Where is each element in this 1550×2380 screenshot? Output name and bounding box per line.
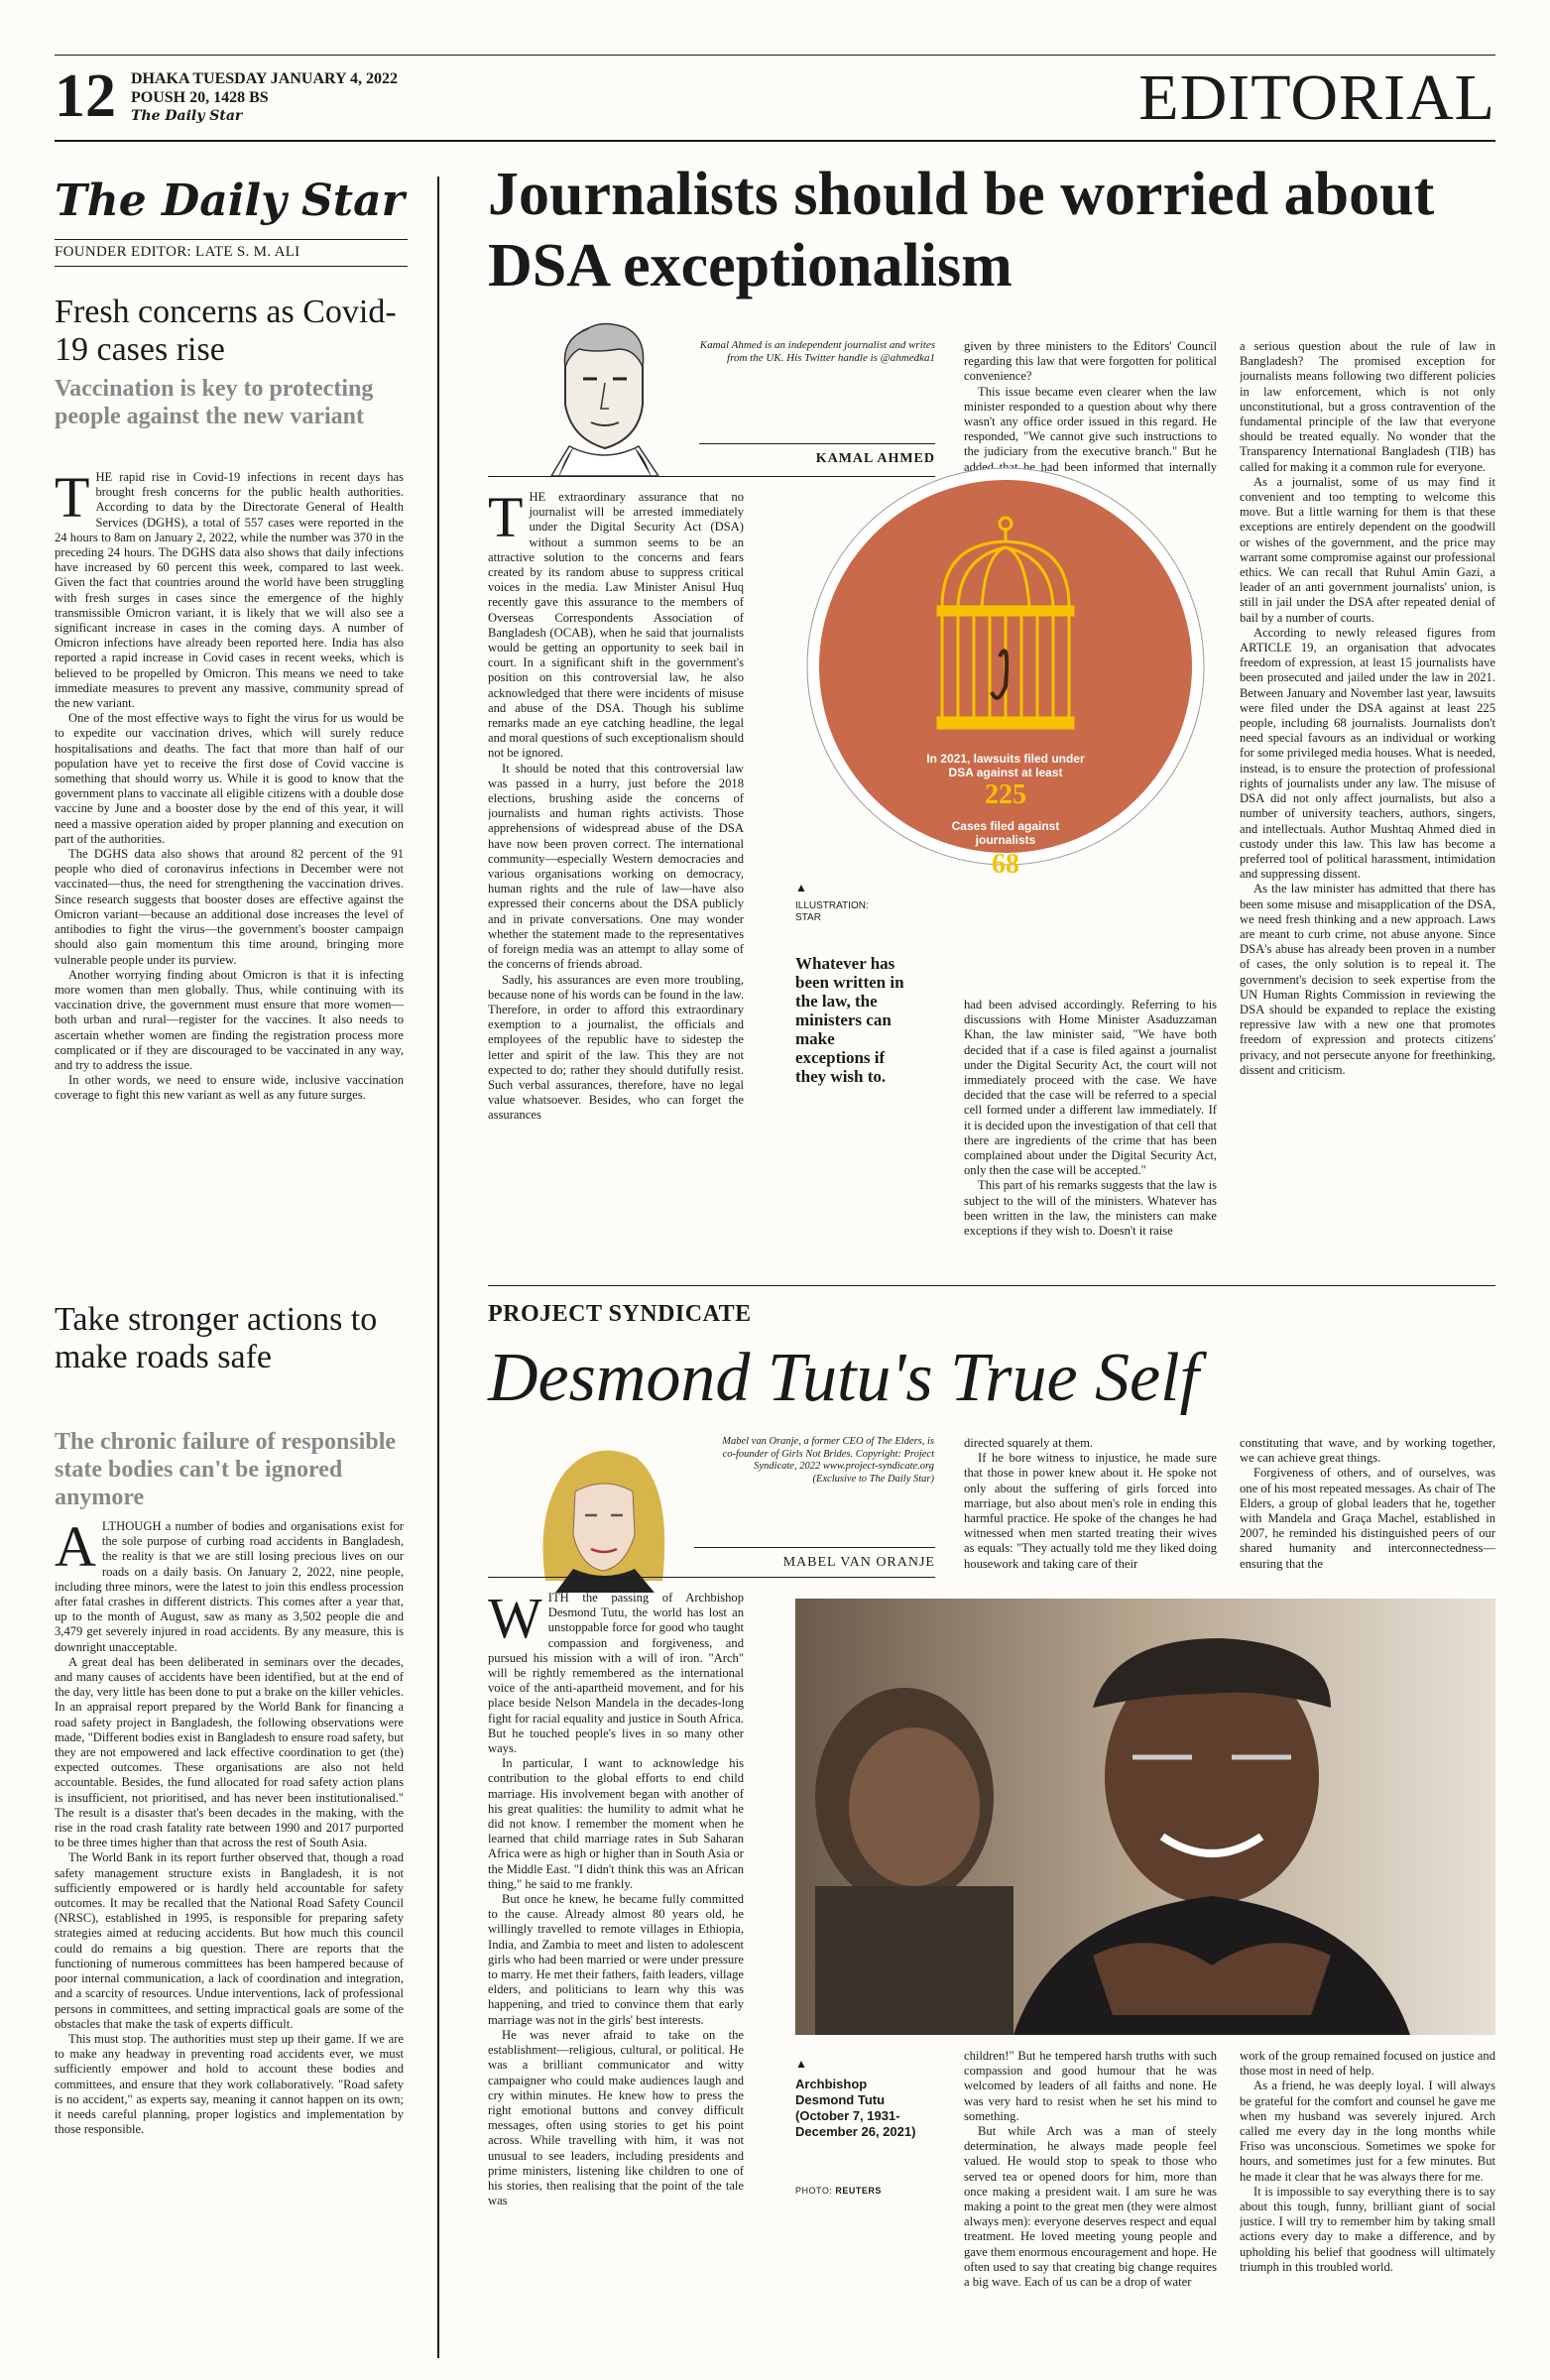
paragraph: As a journalist, some of us may find it convenient and too tempting to welcome this move. But a little warning for them is that these exceptions are entirely dependent on the goodwill or wishes of the government, and the price may warrant some compromise against our professional ethics. We can recall that Ruhul Amin Gazi, a leader of an anti government journalists' union, is still in jail under the DSA after repeated denial of bail by a number of courts. bbox=[1240, 474, 1495, 625]
paragraph: LTHOUGH a number of bodies and organisations exist for the sole purpose of curbing road accidents in Bangladesh, the reality is that we are still losing precious lives on our roads on a daily basis. On January 2, 2022, nine people, including three minors, were the latest to join this endless procession after fatal crashes in different districts. This comes after a year that, up to the month of August, saw as many as 3,502 people die and 3,479 get severely injured in road accidents. By any measure, this is downright unacceptable. bbox=[55, 1519, 404, 1654]
pull-quote: Whatever has been written in the law, the ministers can make exceptions if they wish to. bbox=[795, 954, 904, 1086]
infographic-value1: 225 bbox=[985, 779, 1026, 810]
paragraph: Forgiveness of others, and of ourselves, was one of his most repeated messages. As chair of The Elders, a group of global leaders that he, together with Mandela and Graça Machel, established in 2007, he reminded his distinguished peers of our shared humanity and interconnectedness—ensuring that the bbox=[1240, 1466, 1495, 1571]
desmond-tutu-photo bbox=[795, 1599, 1495, 2035]
author-portrait-kamal bbox=[536, 309, 672, 476]
paragraph: This must stop. The authorities must step up their game. If we are to make any headway in preventing road accidents ever, we must sufficiently empower and hold to account these bodies and committees, and ensure that they work collaboratively. "Road safety is no accident," as experts say, meaning it cannot happen on its own; it needs careful planning, proper logistics and implementation by those responsible. bbox=[55, 2031, 404, 2137]
editorial1-body bbox=[55, 470, 404, 1273]
article2-author-bio: Mabel van Oranje, a former CEO of The Elders, is co-founder of Girls Not Brides. Copyright: Project Syndicate, 2022 www.project-syndicate.org (Exclusive to The Daily Star) bbox=[722, 1436, 934, 1485]
article1-headline: Journalists should be worried about DSA exceptionalism bbox=[488, 161, 1435, 299]
editorial2-subtitle: The chronic failure of responsible state bodies can't be ignored anymore bbox=[55, 1429, 397, 1510]
founder-editor: FOUNDER EDITOR: LATE S. M. ALI bbox=[55, 244, 300, 260]
author-portrait-mabel bbox=[526, 1432, 682, 1593]
paragraph: a serious question about the rule of law in Bangladesh? The promised exception for journalists means following two different policies in law enforcement, which is not only unconstitutional, but a gross contravention of the fundamental principle of the law that everyone should be treated equally. No wonder that the Transparency International Bangladesh (TIB) has called for making it a common rule for everyone. bbox=[1240, 339, 1495, 474]
paragraph: A great deal has been deliberated in seminars over the decades, and many causes of accidents have been identified, but at the end of the day, very little has been done to put a brake on the killer vehicles. In an appraisal report prepared by the World Bank for financing a road safety project in Bangladesh, the following observations were made, "Different bodies exist in Bangladesh to ensure road safety, but they are not empowered and lack effective coordination to get (the) expected outcomes. These organisations are also not held accountable. Besides, the fund allocated for road safety action plans is insufficient, not prioritised, and has never been institutionalised." The result is a disaster that's been decades in the making, with the rise in the road crash fatality rate between 1990 and 2017 purported to be three times higher than that across the rest of South Asia. bbox=[55, 1654, 404, 1850]
infographic-line1: In 2021, lawsuits filed under DSA against at least bbox=[926, 752, 1085, 779]
article1-drop-cap: T bbox=[488, 490, 524, 549]
paragraph: One of the most effective ways to fight the virus for us would be to expedite our vaccination drives, which will surely reduce hospitalisations and deaths. The fact that more than half of our population have yet to receive the first dose of Covid vaccine is something that should worry us. While it is good to know that the government plans to vaccinate all eligible citizens with a double dose vaccine by June and a booster dose by the end of this year, it will need a massive operation aided by proper planning and execution on part of the authorities. bbox=[55, 711, 404, 846]
paragraph: HE extraordinary assurance that no journalist will be arrested immediately under the Digital Security Act (DSA) without a summon seems to be an attractive solution to the concerns and fears created by its random abuse to suppress critical voices in the media. Law Minister Anisul Huq recently gave this assurance to the members of Overseas Correspondents Association of Bangladesh (OCAB), when he said that journalists would be getting an opportunity to seek bail in court. In a significant shift in the government's position on this controversial law, he also acknowledged that there were incidents of misuse and abuse of the DSA. Though his sublime remarks made an eye catching headline, the legal and moral questions of such exceptionalism should not be ignored. bbox=[488, 490, 744, 761]
paragraph: It should be noted that this controversial law was passed in a hurry, just before the 2018 elections, brushing aside the concerns of journalists and human rights activists. Those apprehensions of widespread abuse of the DSA have now been proven correct. The international community—especially Western democracies and various organisations working on democracy, human rights and the rule of law—have also expressed their concerns about the DSA publicly and in private conversations. One may wonder whether the statement made to the representatives of foreign media was an attempt to allay some of the concerns of friends abroad. bbox=[488, 761, 744, 972]
editorial1-title: Fresh concerns as Covid-19 cases rise bbox=[55, 294, 397, 368]
illustration-credit-icon: ▲ bbox=[795, 881, 807, 894]
date-line: DHAKA TUESDAY JANUARY 4, 2022 bbox=[131, 70, 398, 87]
article1-col2-bottom bbox=[964, 998, 1217, 1273]
paragraph: As the law minister has admitted that there has been some misuse and misapplication of the DSA, we need fresh thinking and a new approach. Laws are meant to curb crime, not abuse anyone. Since DSA's abuse has already been proven in a number of cases, the only solution is to repeal it. The government's decision to seek expertise from the UN Human Rights Commission in reviewing the DSA should be expanded to replace the existing repressive law with a new one that promotes freedom of expression and protects citizens' privacy, and not persecute anyone for freethinking, dissent and criticism. bbox=[1240, 882, 1495, 1077]
paragraph: Sadly, his assurances are even more troubling, because none of his words can be found in the law. Therefore, in order to afford this extraordinary exemption to a journalist, the officials and employees of the republic have to sidestep the letter and spirit of the law. This they are not expected to do; rather they should dutifully resist. Such verbal assurances, therefore, have no legal value whatsoever. Besides, who can forget the assurances bbox=[488, 972, 744, 1123]
paragraph: The World Bank in its report further observed that, though a road safety management structure exists in Bangladesh, it is not sufficiently empowered or is hardly held accountable for safety outcomes. It may be recalled that the National Road Safety Council (NRSC), established in 1995, is responsible for preparing safety strategies aimed at reducing accidents. But how much this council could do remains a big question. There are reports that the functioning of numerous committees has been hampered because of poor internal communication, a lack of coordination and integration, and a scarcity of resources. Undue interventions, lack of professional persons in committees, and setting impractical goals are some of the obstacles that make the task of experts difficult. bbox=[55, 1850, 404, 2031]
paragraph: But while Arch was a man of steely determination, he always made people feel valued. He would stop to speak to those who served tea or opened doors for him, more than once making a president wait. I am sure he was making a point to the great men (they were almost always men): everyone deserves respect and equal treatment. He loved meeting young people and gave them enormous encouragement and hope. He often used to say that creating big change requires a big wave. Each of us can be a drop of water bbox=[964, 2124, 1217, 2290]
paragraph: constituting that wave, and by working together, we can achieve great things. bbox=[1240, 1436, 1495, 1466]
article1-author-bio: Kamal Ahmed is an independent journalist and writes from the UK. His Twitter handle is @ahmedka1 bbox=[699, 339, 935, 364]
photo-credit-label: PHOTO: bbox=[795, 2186, 833, 2196]
photo-credit: REUTERS bbox=[835, 2186, 882, 2196]
paragraph: work of the group remained focused on justice and those most in need of help. bbox=[1240, 2049, 1495, 2079]
page-number: 12 bbox=[55, 62, 116, 130]
paragraph: According to newly released figures from ARTICLE 19, an organisation that advocates freedom of expression, at least 15 journalists have been prosecuted and jailed under the law in 2021. Between January and November last year, lawsuits were filed under the DSA against at least 225 people, including 68 journalists. Journalists don't need special favours as an individual or working for some privileged media houses. What is needed, instead, is to ensure the protection of professional rights of journalists under any law. The misuse of DSA did not only affect journalists, but also a number of university teachers, authors, singers, and intellectuals. Author Mushtaq Ahmed died in custody under this law. This law has become a preferred tool of political harassment, intimidation and suppressing dissent. bbox=[1240, 625, 1495, 882]
paragraph: As a friend, he was deeply loyal. I will always be grateful for the comfort and counsel he gave me when my husband was severely injured. Arch called me every day in the long months while Friso was unconscious. Sometimes we spoke for hours, and sometimes just for a few minutes. But he made it clear that he was always there for me. bbox=[1240, 2079, 1495, 2184]
editorial1-subtitle: Vaccination is key to protecting people against the new variant bbox=[55, 376, 374, 429]
infographic-value2: 68 bbox=[992, 849, 1019, 880]
bangla-date: POUSH 20, 1428 BS bbox=[131, 89, 269, 106]
article2-headline: Desmond Tutu's True Self bbox=[488, 1340, 1199, 1416]
article2-col3-bottom bbox=[1240, 2049, 1495, 2358]
article2-col2-top bbox=[964, 1436, 1217, 1587]
infographic-line2: Cases filed against journalists bbox=[951, 819, 1060, 847]
article2-author-name: MABEL VAN ORANJE bbox=[782, 1555, 935, 1570]
article2-col2-bottom bbox=[964, 2049, 1217, 2358]
paragraph: In other words, we need to ensure wide, inclusive vaccination coverage to fight this new variant as well as any future surges. bbox=[55, 1073, 404, 1103]
article1-col1 bbox=[488, 490, 744, 1273]
daily-star-logo: The Daily Star bbox=[55, 176, 405, 226]
paragraph: HE rapid rise in Covid-19 infections in recent days has brought fresh concerns for the public health authorities. According to data by the Directorate General of Health Services (DGHS), a total of 557 cases were reported in the 24 hours to 8am on January 2, 2022, while the number was 370 in the preceding 24 hours. The DGHS data also shows that daily infections have increased by 60 percent this week, compared to last week. Given the fact that countries around the world have been struggling with fresh surges in cases since the emergence of the highly transmissible Omicron variant, it is likely that we will also see a significant increase in cases in the coming days. A number of Omicron infections have already been reported here. India has also reported a rapid increase in Covid cases in recent weeks, which is believed to be propelled by Omicron. This means we need to take immediate measures to prevent any massive, community spread of the new variant. bbox=[55, 470, 404, 711]
paper-name-small: The Daily Star bbox=[131, 108, 243, 124]
project-syndicate-brand: PROJECT SYNDICATE bbox=[488, 1301, 752, 1327]
paragraph: In particular, I want to acknowledge his contribution to the global efforts to end child marriage. His involvement began with another of his great qualities: the humility to admit what he did not know. I remember the moment when he learned that child marriage rates in Sub Saharan Africa were as high or higher than in South Asia or the Middle East. "I didn't think this was an African thing," he said to me frankly. bbox=[488, 1756, 744, 1891]
article2-drop-cap: W bbox=[488, 1591, 542, 1650]
paragraph: ITH the passing of Archbishop Desmond Tutu, the world has lost an unstoppable force for good who taught compassion and forgiveness, and pursued his mission with a will of iron. "Arch" will be rightly remembered as the international voice of the anti-apartheid movement, and for his place beside Nelson Mandela in the decades-long fight for racial equality and justice in South Africa. But he touched people's lives in so many other ways. bbox=[488, 1591, 744, 1756]
paragraph: This part of his remarks suggests that the law is subject to the will of the ministers. Whatever has been written in the law, the ministers can make exceptions if they wish to. Doesn't it raise bbox=[964, 1178, 1217, 1239]
paragraph: directed squarely at them. bbox=[964, 1436, 1094, 1450]
paragraph: He was never afraid to take on the establishment—religious, cultural, or political. He was a brilliant communicator and witty campaigner who could make audiences laugh and cry within minutes. He knew how to press the right emotional buttons and convey difficult messages, often using stories to get his point across. While travelling with him, it was not unusual to see leaders, including presidents and prime ministers, listening like children to one of his stories, then realising that the point of the tale was bbox=[488, 2027, 744, 2208]
paragraph: It is impossible to say everything there is to say about this tough, funny, brilliant giant of social justice. I will try to remember him by taking small actions every day to make a difference, and by upholding his belief that goodness will ultimately triumph in this troubled world. bbox=[1240, 2184, 1495, 2274]
paragraph: This issue became even clearer when the law minister responded to a question about why there wasn't any office order issued in this regard. He responded, "We cannot give such instructions to the judiciary from the executive branch." But he added that he had been informed that internally bbox=[964, 384, 1217, 474]
dsa-infographic bbox=[793, 458, 1218, 875]
paragraph: had been advised accordingly. Referring to his discussions with Home Minister Asaduzzaman Khan, the law minister said, "We have both decided that if a case is filed against a journalist under the Digital Security Act, the court will not immediately proceed with the case. We have decided that the case will be referred to a special cell formed under a different law immediately. If it is decided upon the investigation of that cell that there are ingredients of the crime that has been complained about under the Digital Security Act, only then the case will be accepted." bbox=[964, 998, 1217, 1178]
article2-col1 bbox=[488, 1591, 744, 2358]
paragraph: children!" But he tempered harsh truths with such compassion and good humour that he was welcomed by leaders of all faiths and none. He was very hard to resist when he set his mind to something. bbox=[964, 2049, 1217, 2123]
editorial2-drop-cap: A bbox=[55, 1519, 96, 1579]
section-title: EDITORIAL bbox=[1138, 61, 1495, 134]
editorial2-title: Take stronger actions to make roads safe bbox=[55, 1301, 378, 1375]
paragraph: If he bore witness to injustice, he made sure that those in power knew about it. He spoke not only about the suffering of girls forced into marriage, but also about men's role in ending this harmful practice. He spoke of the changes he had witnessed when men started treating their wives as equals: "They actually told me they liked doing housework and taking care of their bbox=[964, 1451, 1217, 1571]
editorial2-body bbox=[55, 1519, 404, 2354]
photo-caption: Archbishop Desmond Tutu (October 7, 1931-December 26, 2021) bbox=[795, 2077, 916, 2139]
paragraph: given by three ministers to the Editors' Council regarding this law that were forgotten for political convenience? bbox=[964, 339, 1217, 384]
article1-col3 bbox=[1240, 339, 1495, 1273]
article2-col3-top bbox=[1240, 1436, 1495, 1587]
illustration-credit: ILLUSTRATION: STAR bbox=[795, 900, 869, 923]
article1-author-name: KAMAL AHMED bbox=[815, 451, 935, 466]
paragraph: But once he knew, he became fully committed to the cause. Already almost 80 years old, he willingly travelled to remote villages in Ethiopia, India, and Zambia to meet and listen to adolescent girls who had been married or were under pressure to marry. He met their fathers, faith leaders, village elders, and politicians to learn why this was happening, and tried to convince them that early marriage was not in the girls' best interests. bbox=[488, 1892, 744, 2027]
paragraph: The DGHS data also shows that around 82 percent of the 91 people who died of coronavirus infections in December were not vaccinated—thus, the need for strengthening the vaccination drives. Since research suggests that booster doses are effective against the Omicron variant—because an additional dose increases the level of antibodies to fight the virus—the government's booster campaign should also gain momentum this time around, bringing more vulnerable people under its purview. bbox=[55, 847, 404, 967]
paragraph: Another worrying finding about Omicron is that it is infecting more women than men globally. Thus, while continuing with its vaccination drive, the government must ensure that more women—both urban and rural—register for the vaccines. It also needs to ascertain whether women are finding the registration process more complicated or if they are discouraged to be vaccinated in any way, and try to address the issue. bbox=[55, 967, 404, 1072]
photo-caption-icon: ▲ bbox=[795, 2057, 807, 2071]
editorial1-drop-cap: T bbox=[55, 470, 90, 530]
